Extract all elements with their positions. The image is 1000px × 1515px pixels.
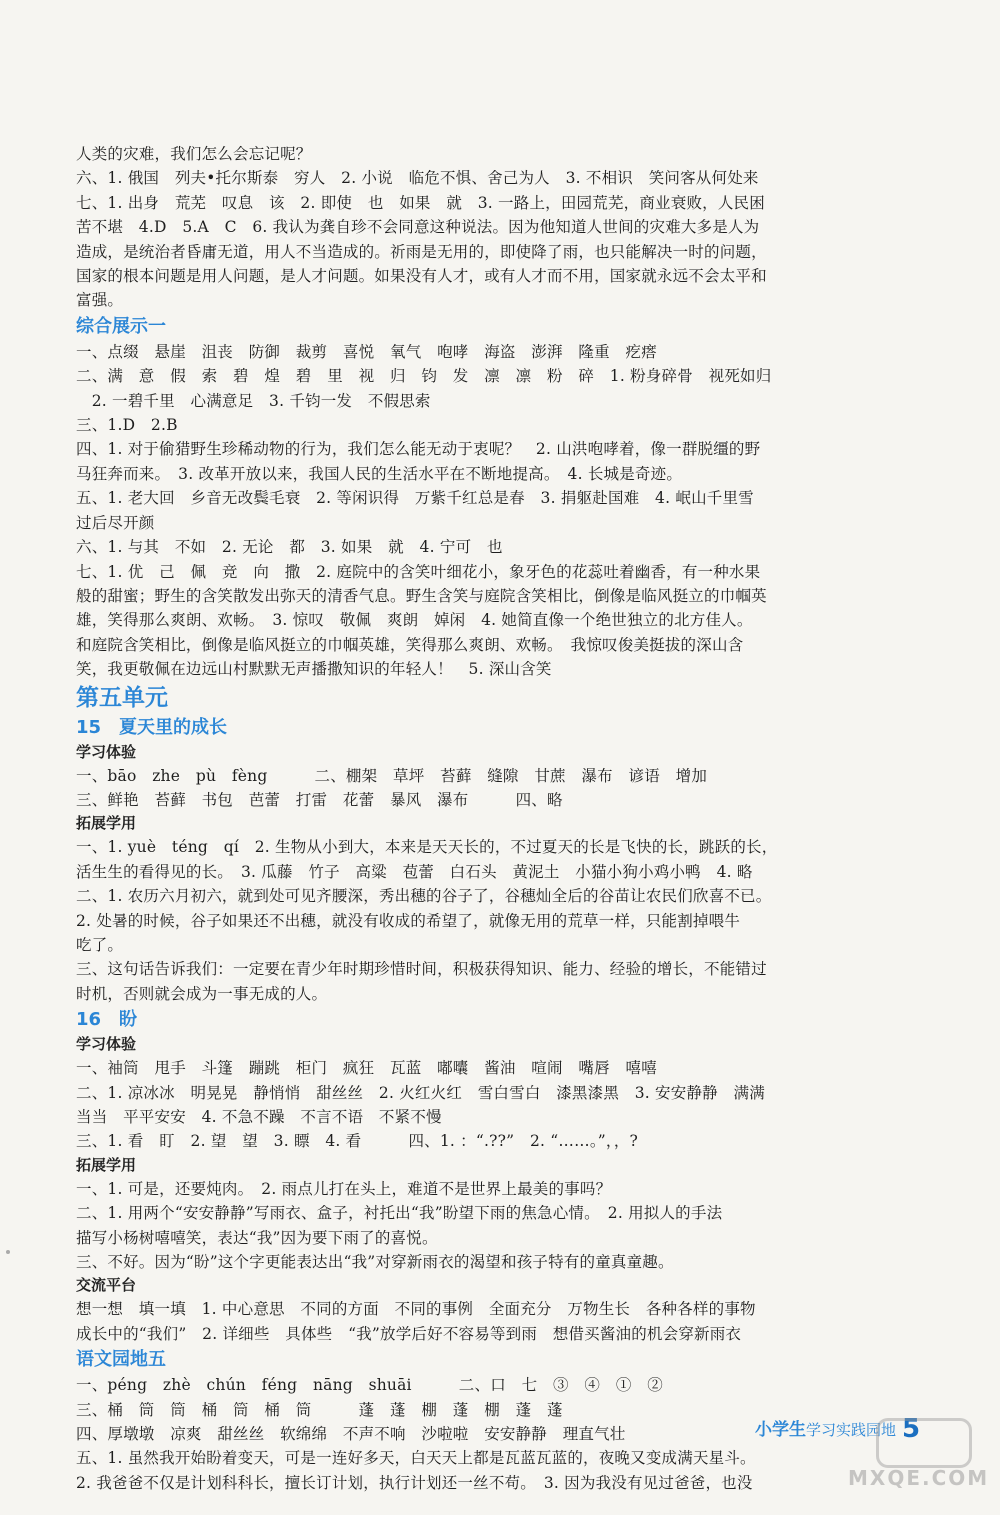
subsection-heading: 学习体验 [76,742,137,761]
answer-line: 国家的根本问题是用人问题，是人才问题。如果没有人才，或有人才而不用，国家就永远不会太平和 [76,267,767,286]
answer-line: 雄，笑得那么爽朗、欢畅。 3. 惊叹 敬佩 爽朗 婥闲 4. 她简直像一个绝世独立的北方佳人。 [76,611,753,630]
subsection-heading: 学习体验 [76,1035,137,1054]
answer-line: 描写小杨树嘻嘻笑，表达“我”因为要下雨了的喜悦。 [76,1228,438,1247]
answer-line: 人类的灾难，我们怎么会忘记呢？ [76,145,312,163]
section-heading: 15 夏天里的成长 [76,716,228,738]
answer-line: 三、桶 筒 筒 桶 筒 桶 筒 蓬 蓬 棚 蓬 棚 蓬 蓬 [76,1400,563,1419]
answer-line: 2. 处暑的时候，谷子如果还不出穗，就没有收成的希望了，就像无用的荒草一样，只能割掉喂牛 [76,911,741,930]
answer-line: 三、1. 看 盯 2. 望 望 3. 瞟 4. 看 四、1. ：“.??” 2. “……。”，，? [76,1132,639,1151]
answer-line: 2. 一碧千里 心满意足 3. 千钧一发 不假思索 [76,391,431,410]
answer-line: 一、1. yuè téng qí 2. 生物从小到大，本来是天天长的，不过夏天的长是飞快的长，跳跃的长， [76,838,778,857]
watermark-seal [876,1418,972,1468]
answer-line: 想一想 填一填 1. 中心意思 不同的方面 不同的事例 全面充分 万物生长 各种各样的事物 [76,1300,756,1319]
answer-line: 造成，是统治者昏庸无道，用人不当造成的。祈雨是无用的，即使降了雨，也只能解决一时的问题， [76,242,767,261]
answer-line: 一、1. 可是，还要炖肉。 2. 雨点儿打在头上，难道不是世界上最美的事吗？ [76,1179,612,1198]
answer-line: 2. 我爸爸不仅是计划科科长，擅长订计划，执行计划还一丝不苟。 3. 因为我没有见过爸爸，也没 [76,1473,753,1492]
unit-heading: 第五单元 [76,684,168,711]
subsection-heading: 拓展学用 [76,814,137,833]
answer-line: 一、péng zhè chún féng nāng shuāi 二、口 七 ③ ④ ① ② [76,1376,663,1395]
subsection-heading: 拓展学用 [76,1155,137,1174]
answer-line: 一、bāo zhe pù fèng 二、棚架 草坪 苔藓 缝隙 甘蔗 瀑布 谚语 增加 [76,766,708,785]
margin-dot [6,1250,10,1254]
answer-line: 笑，我更敬佩在边远山村默默无声播撒知识的年轻人！ 5. 深山含笑 [76,660,552,679]
answer-line: 四、1. 对于偷猎野生珍稀动物的行为，我们怎么能无动于衷呢？ 2. 山洪咆哮着，像一群脱缰的野 [76,440,761,459]
answer-line: 五、1. 老大回 乡音无改鬓毛衰 2. 等闲识得 万紫千红总是春 3. 捐躯赴国难 4. 岷山千里雪 [76,489,754,508]
answer-line: 过后尽开颜 [76,513,155,532]
answer-line: 马狂奔而来。 3. 改革开放以来，我国人民的生活水平在不断地提高。 4. 长城是奇迹。 [76,464,683,483]
answer-line: 四、厚墩墩 凉爽 甜丝丝 软绵绵 不声不响 沙啦啦 安安静静 理直气壮 [76,1425,626,1444]
footer-brand: 小学生 [755,1420,806,1440]
answer-line: 富强。 [76,291,124,310]
answer-line: 当当 平平安安 4. 不急不躁 不言不语 不紧不慢 [76,1108,442,1126]
answer-line: 一、袖筒 甩手 斗篷 蹦跳 柜门 疯狂 瓦蓝 嘟囔 酱油 喧闹 嘴唇 嘻嘻 [76,1059,657,1078]
answer-line: 二、1. 用两个“安安静静”写雨衣、盒子，衬托出“我”盼望下雨的焦急心情。 2. 用拟人的手法 [76,1204,723,1223]
answer-line: 七、1. 出身 荒芜 叹息 该 2. 即使 也 如果 就 3. 一路上，田园荒芜，商业衰败，人民困 [76,193,765,212]
answer-page [76,142,876,1495]
answer-line: 和庭院含笑相比，倒像是临风挺立的巾帼英雄，笑得那么爽朗、欢畅。 我惊叹俊美挺拔的深山含 [76,635,744,654]
answer-line: 三、1.D 2.B [76,416,178,435]
answer-line: 一、点缀 悬崖 沮丧 防御 裁剪 喜悦 氧气 咆哮 海盗 澎湃 隆重 疙瘩 [76,342,657,361]
section-heading: 16 盼 [76,1009,138,1031]
answer-line: 二、1. 凉冰冰 明晃晃 静悄悄 甜丝丝 2. 火红火红 雪白雪白 漆黑漆黑 3. 安安静静 满满 [76,1083,765,1102]
answer-line: 吃了。 [76,935,124,954]
answer-line: 五、1. 虽然我开始盼着变天，可是一连好多天，白天天上都是瓦蓝瓦蓝的，夜晚又变成满天星斗。 [76,1449,756,1468]
answer-line: 七、1. 优 己 佩 竞 向 撒 2. 庭院中的含笑叶细花小，象牙色的花蕊吐着幽香，有一种水果 [76,562,761,581]
answer-line: 般的甜蜜；野生的含笑散发出弥天的清香气息。野生含笑与庭院含笑相比，倒像是临风挺立的巾帼英 [76,586,767,605]
answer-line: 二、满 意 假 索 碧 煌 碧 里 视 归 钧 发 凛 凛 粉 碎 1. 粉身碎骨 视死如归 [76,367,772,386]
answer-line: 三、不好。因为“盼”这个字更能表达出“我”对穿新雨衣的渴望和孩子特有的童真童趣。 [76,1253,674,1272]
section-heading: 综合展示一 [76,315,166,337]
answer-line: 时机，否则就会成为一事无成的人。 [76,984,328,1003]
watermark-logo [848,1418,988,1502]
answer-line: 六、1. 与其 不如 2. 无论 都 3. 如果 就 4. 宁可 也 [76,538,503,557]
footer-title: 学习实践园地 [806,1421,897,1439]
section-heading: 语文园地五 [76,1349,166,1371]
answer-line: 苦不堪 4.D 5.A C 6. 我认为龚自珍不会同意这种说法。因为他知道人世间的灾难大多是人为 [76,218,760,237]
answer-line: 三、鲜艳 苔藓 书包 芭蕾 打雷 花蕾 暴风 瀑布 四、略 [76,790,563,809]
subsection-heading: 交流平台 [76,1276,137,1295]
answer-line: 三、这句话告诉我们：一定要在青少年时期珍惜时间，积极获得知识、能力、经验的增长，不能错过 [76,960,767,979]
answer-line: 六、1. 俄国 列夫•托尔斯泰 穷人 2. 小说 临危不惧、舍己为人 3. 不相识 笑问客从何处来 [76,169,759,188]
answer-line: 成长中的“我们” 2. 详细些 具体些 “我”放学后好不容易等到雨 想借买酱油的机会穿新雨衣 [76,1324,742,1343]
answer-line: 活生生的看得见的长。 3. 瓜藤 竹子 高粱 苞蕾 白石头 黄泥土 小猫小狗小鸡小鸭 4. 略 [76,862,753,881]
watermark-text: MXQE.COM [848,1466,990,1490]
answer-line: 二、1. 农历六月初六，就到处可见齐腰深，秀出穗的谷子了，谷穗灿全后的谷苗让农民们欣喜不已。 [76,887,772,906]
page-number: 5 [902,1414,921,1444]
